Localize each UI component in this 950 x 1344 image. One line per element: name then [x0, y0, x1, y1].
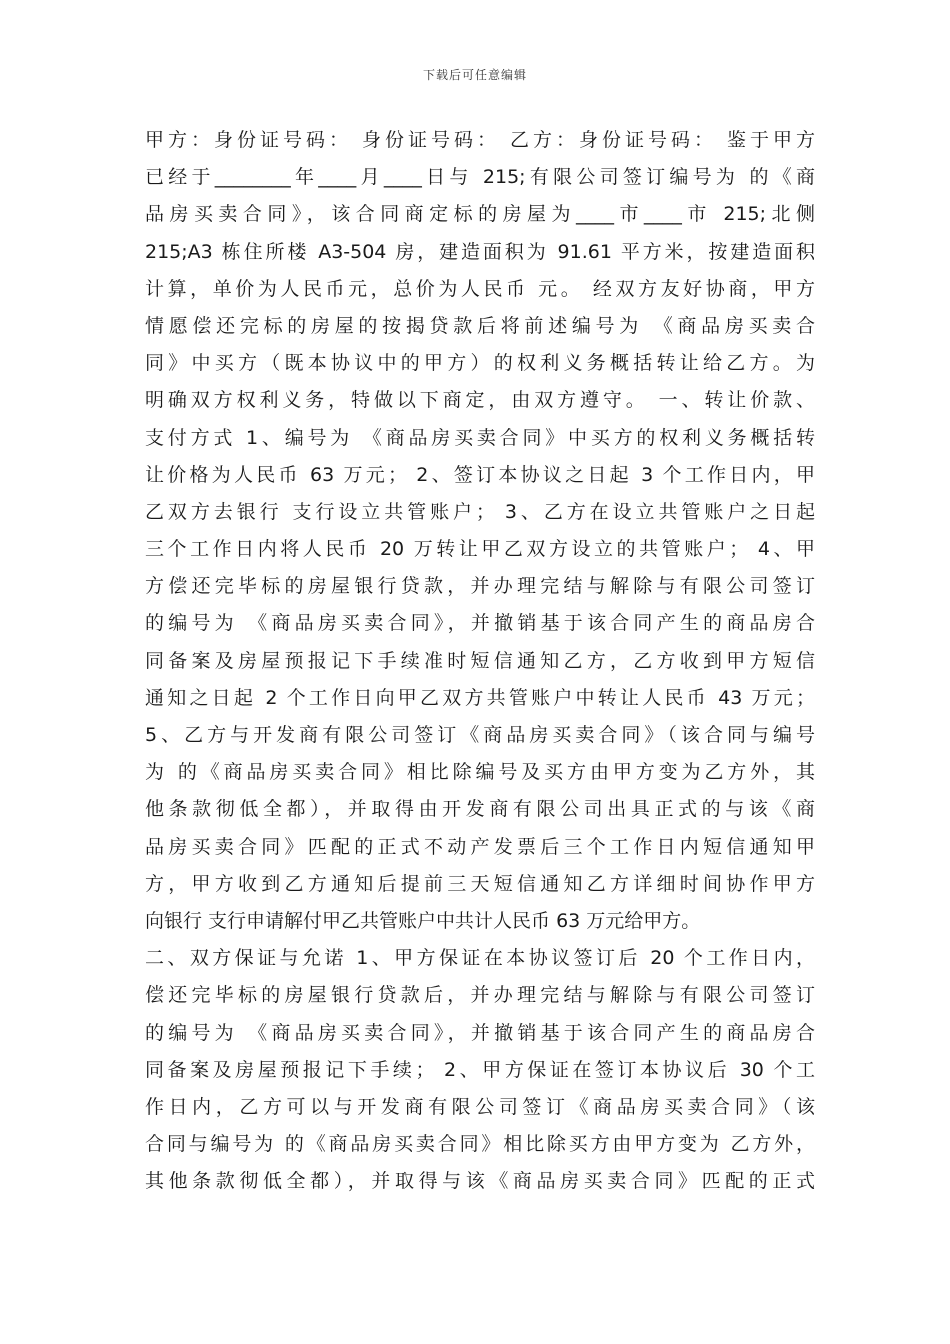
text-line: 支付方式 1、编号为 《商品房买卖合同》中买方的权利义务概括转: [145, 426, 815, 449]
contract-body: [145, 122, 815, 1200]
text-line: 其他条款彻低全都），并取得与该《商品房买卖合同》匹配的正式: [145, 1170, 815, 1193]
text-line: 同备案及房屋预报记下手续； 2、甲方保证在签订本协议后 30 个工: [145, 1058, 815, 1081]
text-line: 5、乙方与开发商有限公司签订《商品房买卖合同》（该合同与编号: [145, 724, 815, 746]
text-line: 品房买卖合同》，该合同商定标的房屋为____市____市 215;北侧: [145, 203, 815, 226]
text-line: 合同与编号为 的《商品房买卖合同》相比除买方由甲方变为 乙方外，: [145, 1133, 815, 1156]
text-line: 甲方：身份证号码： 身份证号码： 乙方：身份证号码： 鉴于甲方: [145, 129, 815, 151]
text-line: 通知之日起 2 个工作日向甲乙双方共管账户中转让人民币 43 万元；: [145, 686, 815, 709]
text-line: 作日内，乙方可以与开发商有限公司签订《商品房买卖合同》（该: [145, 1095, 815, 1118]
text-line: 明确双方权利义务，特做以下商定，由双方遵守。 一、转让价款、: [145, 389, 815, 412]
text-line: 三个工作日内将人民币 20 万转让甲乙双方设立的共管账户； 4、甲: [145, 538, 815, 561]
text-line: 让价格为人民币 63 万元； 2、签订本协议之日起 3 个工作日内，甲: [145, 463, 815, 486]
text-line: 为 的《商品房买卖合同》相比除编号及买方由甲方变为乙方外，其: [145, 761, 815, 784]
text-line: 乙双方去银行 支行设立共管账户； 3、乙方在设立共管账户之日起: [145, 500, 815, 523]
text-line: 偿还完毕标的房屋银行贷款后，并办理完结与解除与有限公司签订: [145, 984, 815, 1007]
text-line: 情愿偿还完标的房屋的按揭贷款后将前述编号为 《商品房买卖合: [145, 314, 815, 337]
page-header: 下载后可任意编辑: [422, 68, 527, 82]
text-line: 已经于________年____月____日与 215;有限公司签订编号为 的《商: [145, 166, 815, 189]
text-line: 215;A3 栋住所楼 A3-504 房，建造面积为 91.61 平方米，按建造面积: [145, 240, 815, 263]
text-line: 同》中买方（既本协议中的甲方）的权利义务概括转让给乙方。为: [145, 352, 815, 375]
text-line: 方偿还完毕标的房屋银行贷款，并办理完结与解除与有限公司签订: [145, 575, 815, 598]
text-line: 品房买卖合同》匹配的正式不动产发票后三个工作日内短信通知甲: [145, 835, 815, 858]
text-line: 计算，单价为人民币元，总价为人民币 元。 经双方友好协商，甲方: [145, 277, 815, 300]
text-line: 方，甲方收到乙方通知后提前三天短信通知乙方详细时间协作甲方: [145, 872, 815, 895]
text-line: 的编号为 《商品房买卖合同》，并撤销基于该合同产生的商品房合: [145, 612, 815, 635]
text-line: 他条款彻低全都），并取得由开发商有限公司出具正式的与该《商: [145, 798, 815, 821]
text-line: 同备案及房屋预报记下手续准时短信通知乙方，乙方收到甲方短信: [145, 649, 815, 672]
text-line: 二、双方保证与允诺 1、甲方保证在本协议签订后 20 个工作日内，: [145, 947, 815, 970]
text-line: 的编号为 《商品房买卖合同》，并撤销基于该合同产生的商品房合: [145, 1021, 815, 1044]
text-line: 向银行 支行申请解付甲乙共管账户中共计人民币 63 万元给甲方。: [145, 909, 701, 932]
